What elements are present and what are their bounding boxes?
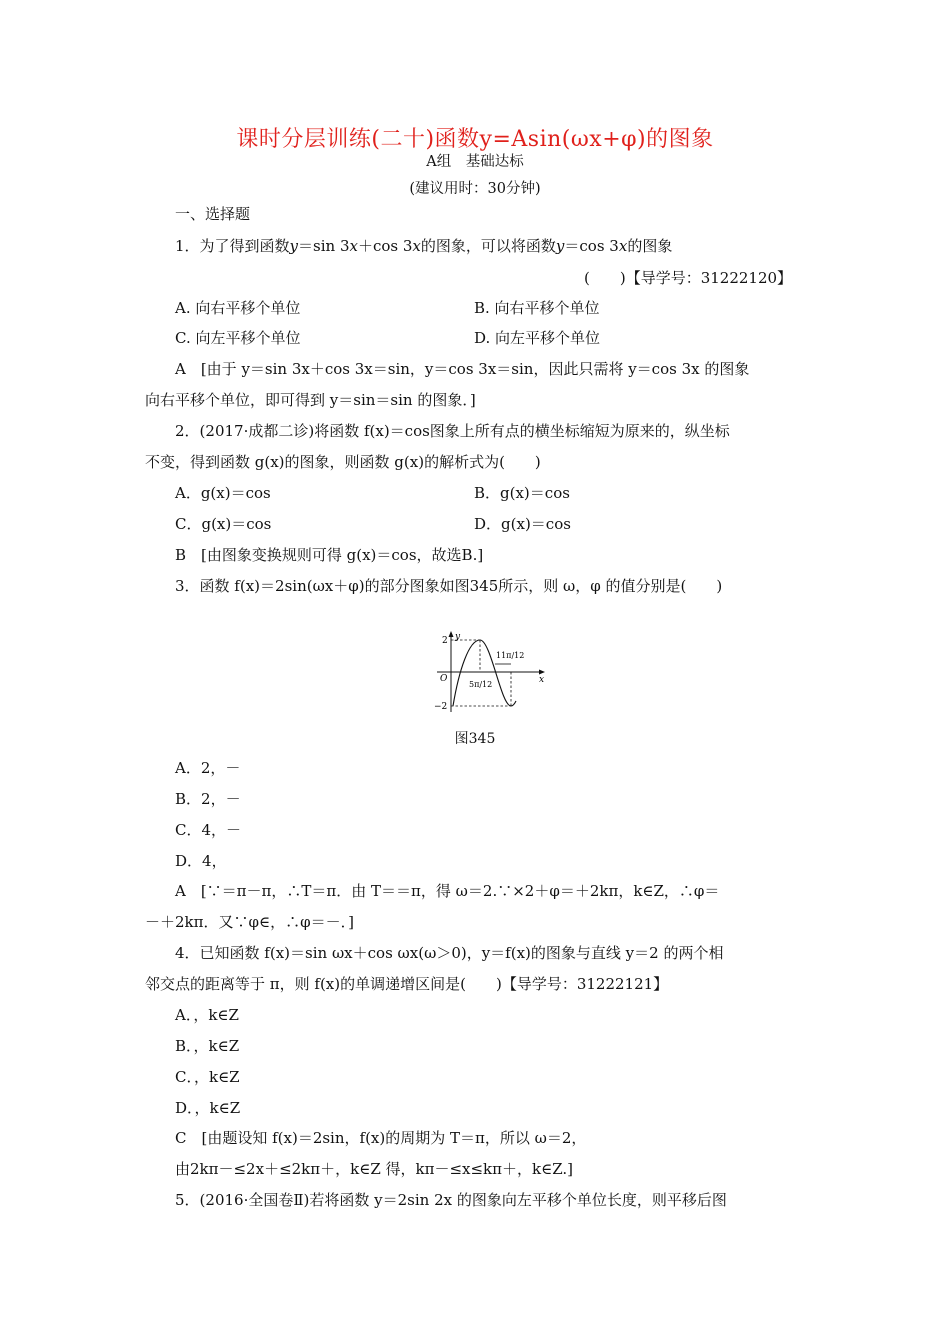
q2-option-a: A．g(x)＝cos: [175, 484, 271, 502]
x-tick-11pi-12: 11π/12: [496, 651, 525, 660]
origin-label: O: [440, 674, 448, 684]
q1-option-c: C. 向左平移个单位: [175, 329, 301, 347]
figure-caption: 图345: [454, 731, 496, 747]
time-hint: (建议用时：30分钟): [409, 181, 541, 197]
q2-option-b: B．g(x)＝cos: [474, 484, 570, 502]
q2-answer: B [由图象变换规则可得 g(x)＝cos，故选B.]: [175, 546, 484, 564]
x-tick-5pi-12: 5π/12: [469, 680, 493, 689]
q2-stem-line2: 不变，得到函数 g(x)的图象，则函数 g(x)的解析式为( ): [145, 453, 541, 471]
q4-option-d: D．，k∈Z: [175, 1099, 241, 1117]
q4-answer-line1: C [由题设知 f(x)＝2sin，f(x)的周期为 T＝π，所以 ω＝2，: [175, 1129, 587, 1147]
y-axis-label: y: [455, 632, 461, 642]
q4-option-c: C．，k∈Z: [175, 1068, 240, 1086]
y-min-label: −2: [434, 702, 448, 712]
q1-option-a: A. 向右平移个单位: [175, 299, 301, 317]
sine-graph-figure: [431, 630, 551, 715]
q1-answer-line2: 向右平移个单位，即可得到 y＝sin＝sin 的图象．]: [145, 391, 476, 409]
q1-option-d: D. 向左平移个单位: [474, 329, 601, 347]
q3-option-c: C．4，－: [175, 821, 242, 839]
q3-option-a: A．2，－: [175, 759, 241, 777]
q1-answer-line1: A [由于 y＝sin 3x＋cos 3x＝sin，y＝cos 3x＝sin，因此只需将 y＝cos 3x 的图象: [175, 360, 750, 378]
x-axis-arrow: [539, 670, 545, 675]
q4-option-a: A．，k∈Z: [175, 1006, 239, 1024]
q3-option-b: B．2，－: [175, 790, 241, 808]
q1-stem: 1．为了得到函数y＝sin 3x＋cos 3x的图象，可以将函数y＝cos 3x的图象: [175, 237, 673, 255]
y-max-label: 2: [442, 636, 448, 646]
y-axis-arrow: [449, 631, 454, 637]
section-heading: 一、选择题: [175, 205, 251, 223]
q2-stem-line1: 2．(2017·成都二诊)将函数 f(x)＝cos图象上所有点的横坐标缩短为原来的，纵坐标: [175, 422, 730, 440]
q4-answer-line2: 由2kπ－≤2x＋≤2kπ＋，k∈Z 得，kπ－≤x≤kπ＋，k∈Z.]: [175, 1160, 573, 1178]
q2-option-d: D．g(x)＝cos: [474, 515, 571, 533]
group-heading: A组 基础达标: [426, 154, 524, 170]
sine-curve: [453, 640, 516, 706]
x-axis-label: x: [539, 675, 545, 685]
q5-stem: 5．(2016·全国卷Ⅱ)若将函数 y＝2sin 2x 的图象向左平移个单位长度，则平移后图: [175, 1191, 727, 1209]
q4-stem-line2: 邻交点的距离等于 π，则 f(x)的单调递增区间是( )【导学号：31222121】: [145, 975, 669, 993]
q3-stem: 3．函数 f(x)＝2sin(ωx＋φ)的部分图象如图345所示，则 ω，φ 的值分别是( ): [175, 577, 723, 595]
q4-stem-line1: 4．已知函数 f(x)＝sin ωx＋cos ωx(ω＞0)，y＝f(x)的图象与直线 y＝2 的两个相: [175, 944, 724, 962]
q1-option-b: B. 向右平移个单位: [474, 299, 600, 317]
page-title: 课时分层训练(二十)函数y=Asin(ωx+φ)的图象: [236, 127, 714, 152]
q2-option-c: C．g(x)＝cos: [175, 515, 272, 533]
q1-bracket: ( )【导学号：31222120】: [584, 269, 793, 287]
q3-answer-line2: －＋2kπ．又∵φ∈，∴φ＝－．]: [145, 913, 354, 931]
q4-option-b: B．，k∈Z: [175, 1037, 240, 1055]
q3-answer-line1: A [∵＝π－π，∴T＝π．由 T＝＝π，得 ω＝2.∵×2＋φ＝＋2kπ，k∈Z，∴φ＝: [175, 882, 720, 900]
q3-option-d: D．4，: [175, 852, 227, 870]
